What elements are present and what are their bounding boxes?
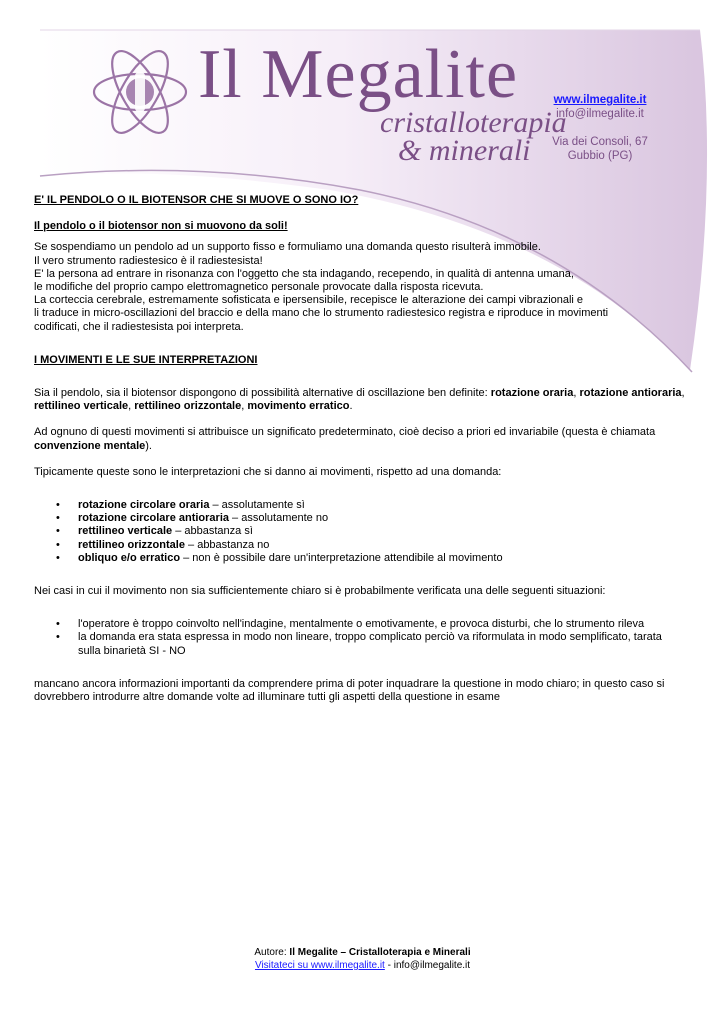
crystal-logo-icon xyxy=(90,42,190,142)
intro-line: E' la persona ad entrare in risonanza con l'oggetto che sta indagando, recependo, in qualità di antenna umana, xyxy=(34,267,574,280)
intro-line: Il vero strumento radiestesico è il radiestesista! xyxy=(34,254,263,267)
header-email: info@ilmegalite.it xyxy=(556,108,644,120)
convention-paragraph: Ad ognuno di questi movimenti si attribuisce un significato predeterminato, cioè deciso a priori ed invariabile (questa è chiamata convenzione mentale). xyxy=(34,426,656,452)
logo-title: Il Megalite xyxy=(198,36,519,113)
situations-intro: Nei casi in cui il movimento non sia sufficientemente chiaro si è probabilmente verificata una delle seguenti situazioni: xyxy=(34,585,606,598)
closing-paragraph: mancano ancora informazioni importanti da comprendere prima di poter inquadrare la questione in modo chiaro; in questo caso si dovrebbero introdurre altre domande volte ad illuminare tutti gli aspetti della questione in esame xyxy=(34,677,665,704)
list-item: • rettilineo verticale – abbastanza sì xyxy=(34,525,686,538)
list-item: • l'operatore è troppo coinvolto nell'indagine, mentalmente o emotivamente, e provoca disturbi, che lo strumento rileva xyxy=(34,618,686,631)
footer-email: info@ilmegalite.it xyxy=(393,960,471,971)
situations-list xyxy=(34,618,686,658)
oscillation-paragraph: Sia il pendolo, sia il biotensor dispongono di possibilità alternative di oscillazione ben definite: rotazione oraria, rotazione antioraria, rettilineo verticale, rettilineo orizzontale, movimento erratico. xyxy=(34,387,685,413)
document-body xyxy=(34,194,686,704)
address-line-2: Gubbio (PG) xyxy=(567,150,633,162)
intro-paragraph xyxy=(34,241,686,333)
intro-line: le modifiche del proprio campo elettromagnetico personale provocate dalla risposta ricevuta. xyxy=(34,281,484,294)
list-item: • rotazione circolare antioraria – assolutamente no xyxy=(34,512,686,525)
intro-line: La corteccia cerebrale, estremamente sofisticata e ipersensibile, recepisce le alterazione dei campi vibrazionali e xyxy=(34,294,584,307)
list-item: • la domanda era stata espressa in modo non lineare, troppo complicato perciò va riformulata in modo semplificato, tarata sulla binarietà SI - NO xyxy=(34,631,686,657)
interpretations-list xyxy=(34,499,686,565)
document-title: E' IL PENDOLO O IL BIOTENSOR CHE SI MUOVE O SONO IO? xyxy=(34,194,359,206)
address-line-1: Via dei Consoli, 67 xyxy=(552,136,648,148)
intro-line: Se sospendiamo un pendolo ad un supporto fisso e formuliamo una domanda questo risulterà immobile. xyxy=(34,241,541,254)
logo-subtitle-1: cristalloterapia xyxy=(380,106,567,139)
footer-website-link[interactable]: Visitateci su www.ilmegalite.it xyxy=(254,960,385,971)
page-footer: Autore: Il Megalite – Cristalloterapia e Minerali Visitateci su www.ilmegalite.it - info@ilmegalite.it xyxy=(254,947,471,971)
footer-author-name: Il Megalite – Cristalloterapia e Minerali xyxy=(289,947,471,958)
document-subtitle: Il pendolo o il biotensor non si muovono da soli! xyxy=(34,220,288,233)
footer-author-label: Autore: xyxy=(254,947,290,958)
section-title: I MOVIMENTI E LE SUE INTERPRETAZIONI xyxy=(34,353,258,366)
intro-line: codificati, che il radiestesista poi interpreta. xyxy=(34,320,244,333)
list-item: • obliquo e/o erratico – non è possibile dare un'interpretazione attendibile al movimento xyxy=(34,552,686,565)
list-item: • rettilineo orizzontale – abbastanza no xyxy=(34,539,686,552)
interpretations-intro: Tipicamente queste sono le interpretazioni che si danno ai movimenti, rispetto ad una domanda: xyxy=(34,465,502,478)
website-link[interactable]: www.ilmegalite.it xyxy=(553,94,647,106)
contact-block xyxy=(530,93,670,163)
logo-subtitle-2: & minerali xyxy=(398,134,531,167)
intro-line: li traduce in micro-oscillazioni del braccio e della mano che lo strumento radiestesico registra e riproduce in movimenti xyxy=(34,307,609,320)
list-item: • rotazione circolare oraria – assolutamente sì xyxy=(34,499,686,512)
